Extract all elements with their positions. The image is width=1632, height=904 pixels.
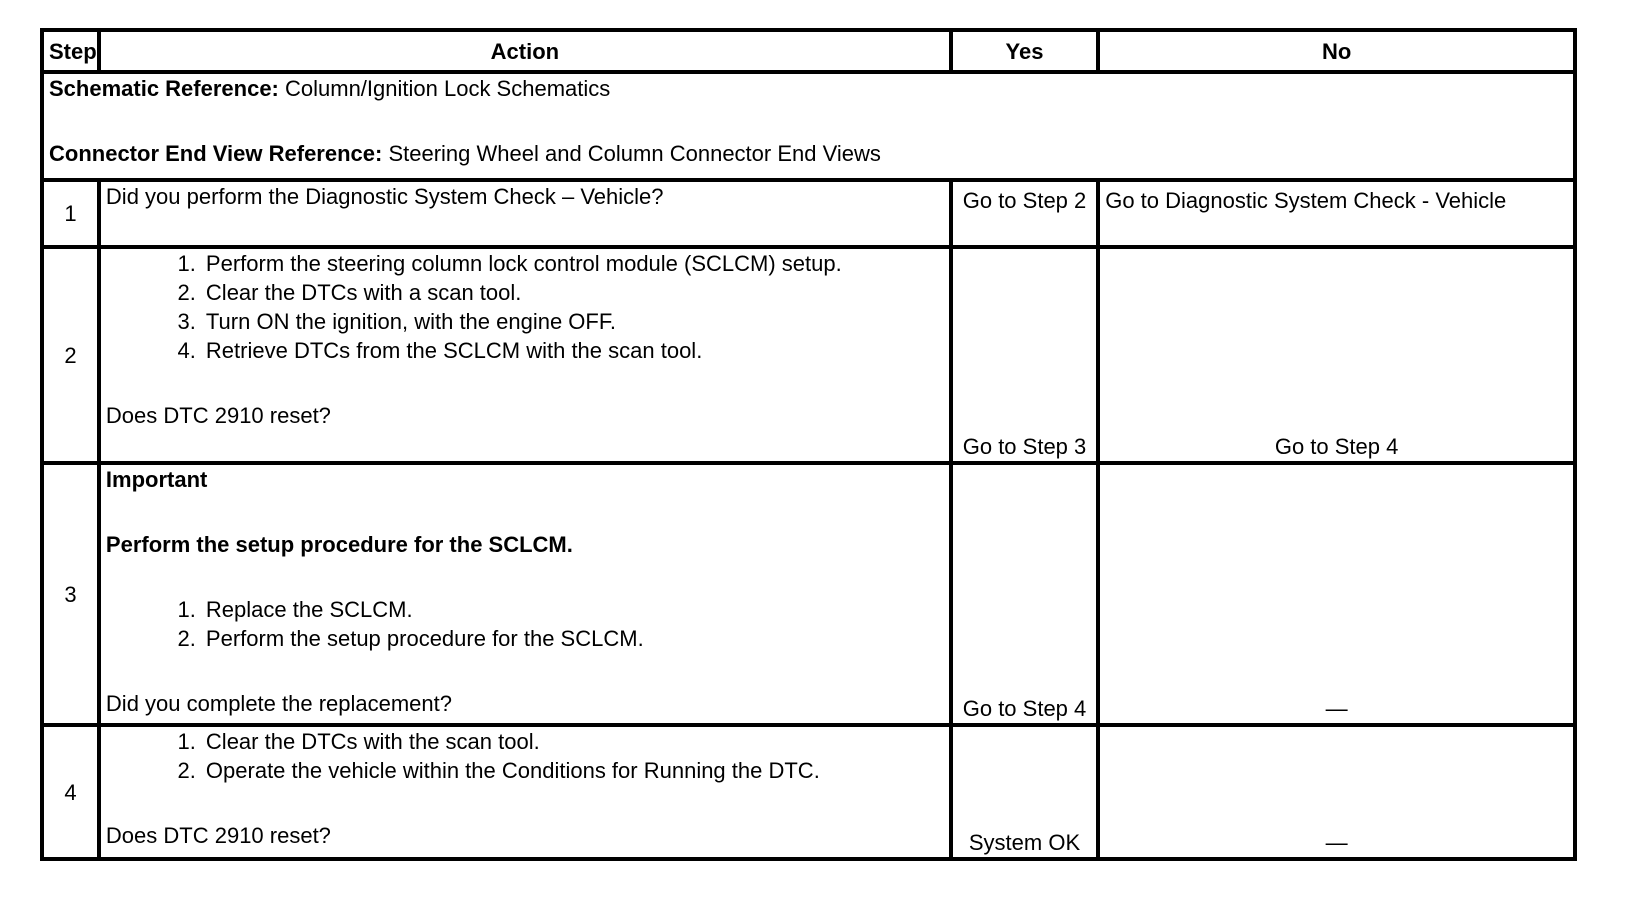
header-step: Step (42, 30, 99, 72)
action-steps-list (106, 595, 944, 653)
action-steps-list (106, 727, 944, 785)
action-cell (99, 725, 951, 859)
list-item: 2. Clear the DTCs with a scan tool. (202, 278, 944, 307)
connector-reference-label: Connector End View Reference: (49, 141, 383, 166)
list-item: 3. Turn ON the ignition, with the engine OFF. (202, 307, 944, 336)
step-number: 2 (42, 247, 99, 463)
action-question: Did you complete the replacement? (105, 691, 453, 716)
table-row (42, 463, 1575, 725)
step-number: 1 (42, 180, 99, 247)
yes-cell[interactable]: Go to Step 2 (951, 180, 1098, 247)
header-row (42, 30, 1575, 72)
header-no: No (1098, 30, 1575, 72)
schematic-reference-label: Schematic Reference: (49, 76, 279, 101)
list-item: 1. Clear the DTCs with the scan tool. (202, 727, 944, 756)
list-item: 2. Operate the vehicle within the Conditions for Running the DTC. (202, 756, 944, 785)
action-cell (99, 247, 951, 463)
list-item: 2. Perform the setup procedure for the SCLCM. (202, 624, 944, 653)
list-item: 1. Replace the SCLCM. (202, 595, 944, 624)
connector-reference (49, 139, 1568, 168)
step-number: 4 (42, 725, 99, 859)
reference-cell (42, 72, 1575, 180)
action-cell (99, 180, 951, 247)
no-cell: — (1098, 725, 1575, 859)
schematic-reference (49, 74, 1568, 103)
action-question: Does DTC 2910 reset? (105, 823, 331, 848)
table-row (42, 180, 1575, 247)
important-heading: Important (105, 467, 208, 492)
header-action: Action (99, 30, 951, 72)
step-number: 3 (42, 463, 99, 725)
yes-cell[interactable]: Go to Step 3 (951, 247, 1098, 463)
reference-row (42, 72, 1575, 180)
action-steps-list (106, 249, 944, 365)
important-note: Perform the setup procedure for the SCLCM. (105, 532, 573, 557)
no-cell[interactable]: Go to Diagnostic System Check - Vehicle (1098, 180, 1575, 247)
list-item: 1. Perform the steering column lock control module (SCLCM) setup. (202, 249, 944, 278)
action-cell (99, 463, 951, 725)
action-question: Did you perform the Diagnostic System Check – Vehicle? (105, 184, 664, 209)
list-item: 4. Retrieve DTCs from the SCLCM with the scan tool. (202, 336, 944, 365)
yes-cell[interactable]: Go to Step 4 (951, 463, 1098, 725)
header-yes: Yes (951, 30, 1098, 72)
action-question: Does DTC 2910 reset? (105, 403, 331, 428)
schematic-reference-link[interactable]: Column/Ignition Lock Schematics (278, 76, 611, 101)
no-cell[interactable]: Go to Step 4 (1098, 247, 1575, 463)
table-row (42, 725, 1575, 859)
yes-cell[interactable]: System OK (951, 725, 1098, 859)
table-row (42, 247, 1575, 463)
diagnostic-table (40, 28, 1577, 861)
connector-reference-link[interactable]: Steering Wheel and Column Connector End Views (382, 141, 881, 166)
no-cell: — (1098, 463, 1575, 725)
